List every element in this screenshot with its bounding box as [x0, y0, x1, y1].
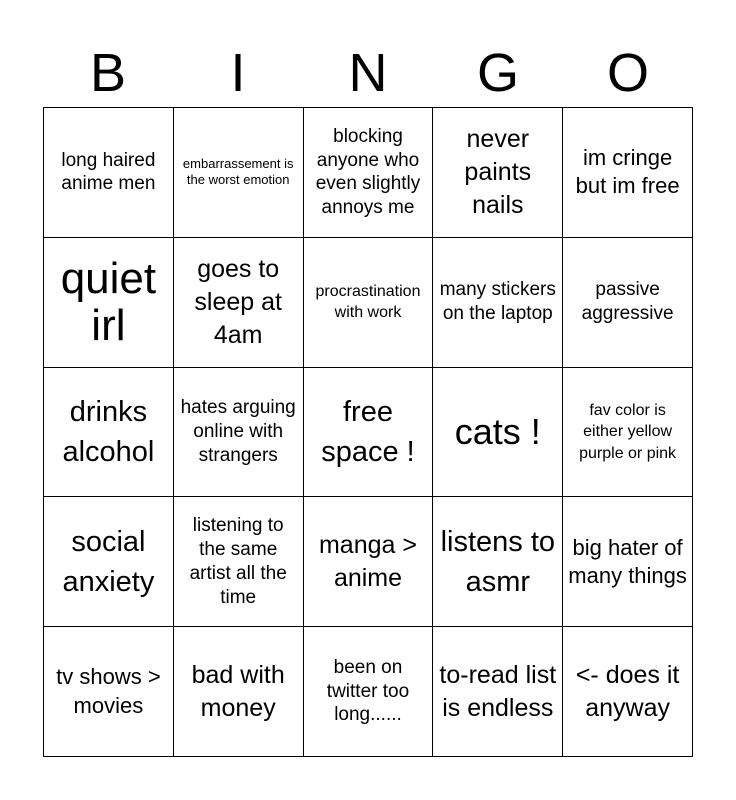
bingo-cell[interactable]	[44, 627, 174, 757]
bingo-cell[interactable]	[174, 627, 304, 757]
header-letter-g: G	[476, 43, 519, 103]
cell-text: free space !	[321, 395, 415, 468]
cell-text: many stickers on the laptop	[439, 279, 556, 325]
bingo-cell[interactable]	[563, 238, 693, 368]
cell-text: drinks alcohol	[62, 395, 155, 468]
cell-text: embarrassement is the worst emotion	[182, 155, 294, 188]
cell-text: goes to sleep at 4am	[194, 254, 282, 349]
bingo-cell[interactable]	[433, 368, 563, 498]
bingo-cell[interactable]	[174, 238, 304, 368]
header-letter-b: B	[89, 43, 127, 103]
bingo-cell[interactable]	[304, 627, 434, 757]
cell-text: bad with money	[191, 660, 285, 722]
bingo-cell[interactable]	[174, 497, 304, 627]
bingo-board	[43, 107, 693, 757]
cell-text: social anxiety	[62, 525, 155, 598]
cell-text: been on twitter too long......	[326, 656, 410, 726]
bingo-cell[interactable]	[44, 368, 174, 498]
header-letter-i: I	[230, 43, 246, 103]
cell-text: procrastination with work	[315, 283, 421, 322]
cell-text: tv shows > movies	[56, 664, 161, 718]
cell-text: im cringe but im free	[575, 145, 680, 199]
bingo-cell[interactable]	[563, 108, 693, 238]
bingo-cell[interactable]	[304, 368, 434, 498]
bingo-cell[interactable]	[304, 108, 434, 238]
cell-text: never paints nails	[464, 124, 532, 219]
bingo-cell[interactable]	[433, 497, 563, 627]
cell-text: manga > anime	[318, 530, 417, 592]
bingo-header	[43, 40, 693, 106]
header-letter-o: O	[606, 43, 649, 103]
bingo-cell[interactable]	[44, 497, 174, 627]
bingo-cell[interactable]	[563, 497, 693, 627]
bingo-cell[interactable]	[44, 238, 174, 368]
cell-text: quiet irl	[60, 253, 157, 351]
cell-text: listens to asmr	[440, 525, 556, 598]
cell-text: listening to the same artist all the time	[189, 515, 287, 608]
bingo-cell[interactable]	[433, 627, 563, 757]
bingo-cell[interactable]	[174, 368, 304, 498]
cell-text: blocking anyone who even slightly annoys me	[315, 125, 421, 219]
bingo-cell[interactable]	[44, 108, 174, 238]
bingo-cell[interactable]	[433, 238, 563, 368]
cell-text: long haired anime men	[61, 149, 156, 195]
bingo-cell[interactable]	[174, 108, 304, 238]
cell-text: <- does it anyway	[575, 660, 680, 722]
cell-text: cats !	[454, 410, 541, 452]
bingo-cell[interactable]	[563, 627, 693, 757]
bingo-cell[interactable]	[563, 368, 693, 498]
bingo-cell[interactable]	[304, 238, 434, 368]
cell-text: hates arguing online with strangers	[180, 397, 296, 466]
bingo-cell[interactable]	[304, 497, 434, 627]
header-letter-n: N	[348, 43, 388, 103]
cell-text: to-read list is endless	[439, 660, 557, 722]
cell-text: big hater of many things	[568, 534, 687, 588]
cell-text: fav color is either yellow purple or pink	[579, 402, 677, 462]
cell-text: passive aggressive	[581, 279, 674, 325]
bingo-cell[interactable]	[433, 108, 563, 238]
